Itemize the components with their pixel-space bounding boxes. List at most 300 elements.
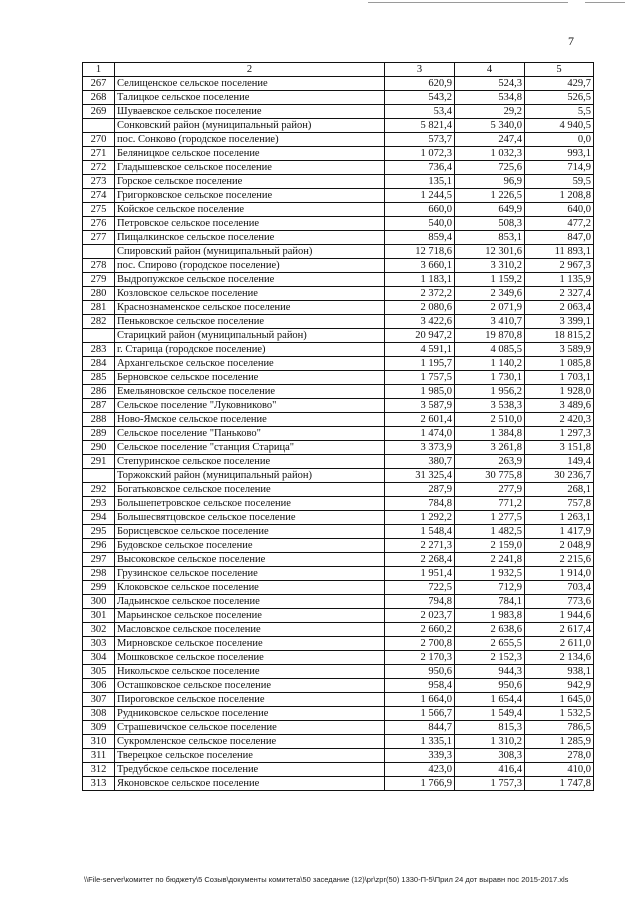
- table-row: [83, 301, 594, 315]
- value-col-4: 416,4: [455, 763, 525, 777]
- value-col-3: 339,3: [385, 749, 455, 763]
- value-col-5: 1 928,0: [525, 385, 594, 399]
- value-col-5: 2 063,4: [525, 301, 594, 315]
- value-col-4: 2 655,5: [455, 637, 525, 651]
- value-col-4: 950,6: [455, 679, 525, 693]
- row-number: 284: [83, 357, 115, 371]
- value-col-4: 19 870,8: [455, 329, 525, 343]
- row-number: 300: [83, 595, 115, 609]
- value-col-5: 1 703,1: [525, 371, 594, 385]
- value-col-4: 2 638,6: [455, 623, 525, 637]
- value-col-3: 12 718,6: [385, 245, 455, 259]
- value-col-5: 149,4: [525, 455, 594, 469]
- value-col-4: 5 340,0: [455, 119, 525, 133]
- table-row: [83, 539, 594, 553]
- settlement-name: Петровское сельское поселение: [115, 217, 385, 231]
- table-row: [83, 119, 594, 133]
- settlement-name: Сельское поселение "Паньково": [115, 427, 385, 441]
- value-col-4: 2 071,9: [455, 301, 525, 315]
- settlement-name: Осташковское сельское поселение: [115, 679, 385, 693]
- value-col-3: 1 335,1: [385, 735, 455, 749]
- value-col-5: 2 215,6: [525, 553, 594, 567]
- settlement-name: Гладышевское сельское поселение: [115, 161, 385, 175]
- value-col-4: 944,3: [455, 665, 525, 679]
- row-number: 279: [83, 273, 115, 287]
- value-col-4: 815,3: [455, 721, 525, 735]
- value-col-3: 1 766,9: [385, 777, 455, 791]
- value-col-5: 786,5: [525, 721, 594, 735]
- table-row: [83, 189, 594, 203]
- row-number: 309: [83, 721, 115, 735]
- value-col-5: 30 236,7: [525, 469, 594, 483]
- value-col-4: 277,9: [455, 483, 525, 497]
- value-col-3: 736,4: [385, 161, 455, 175]
- row-number: 272: [83, 161, 115, 175]
- row-number: 270: [83, 133, 115, 147]
- settlement-name: Горское сельское поселение: [115, 175, 385, 189]
- table-row: [83, 455, 594, 469]
- value-col-5: 942,9: [525, 679, 594, 693]
- value-col-3: 660,0: [385, 203, 455, 217]
- value-col-4: 1 140,2: [455, 357, 525, 371]
- settlement-name: Торжокский район (муниципальный район): [115, 469, 385, 483]
- value-col-5: 3 399,1: [525, 315, 594, 329]
- value-col-5: 1 645,0: [525, 693, 594, 707]
- settlement-name: Григорковское сельское поселение: [115, 189, 385, 203]
- row-number: 295: [83, 525, 115, 539]
- value-col-4: 2 152,3: [455, 651, 525, 665]
- value-col-3: 722,5: [385, 581, 455, 595]
- table-row: [83, 427, 594, 441]
- value-col-4: 1 159,2: [455, 273, 525, 287]
- settlement-name: Рудниковское сельское поселение: [115, 707, 385, 721]
- value-col-3: 1 951,4: [385, 567, 455, 581]
- table-row: [83, 469, 594, 483]
- table-row: [83, 777, 594, 791]
- row-number: 280: [83, 287, 115, 301]
- table-row: [83, 161, 594, 175]
- table-row: [83, 175, 594, 189]
- settlement-name: Марьинское сельское поселение: [115, 609, 385, 623]
- value-col-4: 853,1: [455, 231, 525, 245]
- row-number: 282: [83, 315, 115, 329]
- table-row: [83, 343, 594, 357]
- table-row: [83, 203, 594, 217]
- settlement-name: Будовское сельское поселение: [115, 539, 385, 553]
- value-col-5: 1 914,0: [525, 567, 594, 581]
- header-col-1: 1: [83, 63, 115, 77]
- row-number: 302: [83, 623, 115, 637]
- row-number: 310: [83, 735, 115, 749]
- value-col-3: 2 268,4: [385, 553, 455, 567]
- row-number: 301: [83, 609, 115, 623]
- value-col-5: 847,0: [525, 231, 594, 245]
- table-row: [83, 77, 594, 91]
- value-col-4: 263,9: [455, 455, 525, 469]
- settlement-name: Борисцевское сельское поселение: [115, 525, 385, 539]
- value-col-5: 2 617,4: [525, 623, 594, 637]
- settlement-name: Пеньковское сельское поселение: [115, 315, 385, 329]
- value-col-3: 287,9: [385, 483, 455, 497]
- settlement-name: Сельское поселение "станция Старица": [115, 441, 385, 455]
- value-col-3: 844,7: [385, 721, 455, 735]
- value-col-3: 3 422,6: [385, 315, 455, 329]
- value-col-3: 950,6: [385, 665, 455, 679]
- row-number: 293: [83, 497, 115, 511]
- table-body: [83, 77, 594, 791]
- header-row: [83, 63, 594, 77]
- value-col-4: 1 956,2: [455, 385, 525, 399]
- settlement-name: Яконовское сельское поселение: [115, 777, 385, 791]
- value-col-3: 4 591,1: [385, 343, 455, 357]
- value-col-3: 20 947,2: [385, 329, 455, 343]
- table-row: [83, 735, 594, 749]
- row-number: [83, 245, 115, 259]
- table-row: [83, 413, 594, 427]
- row-number: 313: [83, 777, 115, 791]
- settlement-name: Страшевичское сельское поселение: [115, 721, 385, 735]
- table-row: [83, 91, 594, 105]
- table-row: [83, 525, 594, 539]
- row-number: 277: [83, 231, 115, 245]
- table-row: [83, 567, 594, 581]
- value-col-3: 1 244,5: [385, 189, 455, 203]
- value-col-5: 268,1: [525, 483, 594, 497]
- row-number: 303: [83, 637, 115, 651]
- value-col-5: 1 263,1: [525, 511, 594, 525]
- table-row: [83, 287, 594, 301]
- settlement-name: г. Старица (городское поселение): [115, 343, 385, 357]
- settlement-name: Большепетровское сельское поселение: [115, 497, 385, 511]
- table-row: [83, 399, 594, 413]
- settlement-name: Мирновское сельское поселение: [115, 637, 385, 651]
- table-row: [83, 315, 594, 329]
- settlement-name: пос. Спирово (городское поселение): [115, 259, 385, 273]
- value-col-5: 278,0: [525, 749, 594, 763]
- value-col-4: 2 349,6: [455, 287, 525, 301]
- settlement-name: Тредубское сельское поселение: [115, 763, 385, 777]
- table-row: [83, 483, 594, 497]
- table-row: [83, 651, 594, 665]
- row-number: 287: [83, 399, 115, 413]
- row-number: 278: [83, 259, 115, 273]
- value-col-4: 1 654,4: [455, 693, 525, 707]
- value-col-5: 18 815,2: [525, 329, 594, 343]
- value-col-4: 3 410,7: [455, 315, 525, 329]
- row-number: 296: [83, 539, 115, 553]
- settlement-name: Большесвятцовское сельское поселение: [115, 511, 385, 525]
- settlement-name: Козловское сельское поселение: [115, 287, 385, 301]
- value-col-4: 508,3: [455, 217, 525, 231]
- value-col-4: 524,3: [455, 77, 525, 91]
- settlement-name: Талицкое сельское поселение: [115, 91, 385, 105]
- scan-top-line: [368, 2, 568, 3]
- value-col-4: 712,9: [455, 581, 525, 595]
- row-number: 275: [83, 203, 115, 217]
- table-row: [83, 371, 594, 385]
- settlement-name: Масловское сельское поселение: [115, 623, 385, 637]
- header-col-4: 4: [455, 63, 525, 77]
- table-row: [83, 245, 594, 259]
- table-row: [83, 147, 594, 161]
- row-number: 305: [83, 665, 115, 679]
- value-col-5: 526,5: [525, 91, 594, 105]
- value-col-3: 2 660,2: [385, 623, 455, 637]
- table-row: [83, 749, 594, 763]
- value-col-3: 31 325,4: [385, 469, 455, 483]
- row-number: 288: [83, 413, 115, 427]
- value-col-4: 1 549,4: [455, 707, 525, 721]
- value-col-3: 5 821,4: [385, 119, 455, 133]
- value-col-5: 3 489,6: [525, 399, 594, 413]
- row-number: 311: [83, 749, 115, 763]
- value-col-5: 757,8: [525, 497, 594, 511]
- row-number: 308: [83, 707, 115, 721]
- settlement-name: Богатьковское сельское поселение: [115, 483, 385, 497]
- table-row: [83, 609, 594, 623]
- table-row: [83, 497, 594, 511]
- value-col-4: 1 310,2: [455, 735, 525, 749]
- value-col-3: 2 372,2: [385, 287, 455, 301]
- value-col-5: 703,4: [525, 581, 594, 595]
- value-col-4: 1 384,8: [455, 427, 525, 441]
- table-row: [83, 707, 594, 721]
- row-number: [83, 119, 115, 133]
- value-col-5: 2 420,3: [525, 413, 594, 427]
- row-number: 297: [83, 553, 115, 567]
- value-col-5: 2 611,0: [525, 637, 594, 651]
- value-col-3: 620,9: [385, 77, 455, 91]
- settlement-name: Пироговское сельское поселение: [115, 693, 385, 707]
- value-col-5: 2 048,9: [525, 539, 594, 553]
- value-col-4: 534,8: [455, 91, 525, 105]
- settlement-name: Клоковское сельское поселение: [115, 581, 385, 595]
- header-col-2: 2: [115, 63, 385, 77]
- settlement-name: Беляницкое сельское поселение: [115, 147, 385, 161]
- value-col-4: 96,9: [455, 175, 525, 189]
- value-col-4: 1 932,5: [455, 567, 525, 581]
- value-col-5: 1 208,8: [525, 189, 594, 203]
- value-col-5: 993,1: [525, 147, 594, 161]
- value-col-3: 2 271,3: [385, 539, 455, 553]
- table-row: [83, 763, 594, 777]
- row-number: 298: [83, 567, 115, 581]
- settlement-name: Старицкий район (муниципальный район): [115, 329, 385, 343]
- settlement-name: Степуринское сельское поселение: [115, 455, 385, 469]
- value-col-4: 725,6: [455, 161, 525, 175]
- value-col-3: 1 664,0: [385, 693, 455, 707]
- value-col-5: 640,0: [525, 203, 594, 217]
- value-col-4: 29,2: [455, 105, 525, 119]
- settlement-name: Спировский район (муниципальный район): [115, 245, 385, 259]
- table-row: [83, 105, 594, 119]
- value-col-4: 3 538,3: [455, 399, 525, 413]
- row-number: 268: [83, 91, 115, 105]
- table-row: [83, 693, 594, 707]
- value-col-3: 2 700,8: [385, 637, 455, 651]
- value-col-5: 5,5: [525, 105, 594, 119]
- value-col-5: 4 940,5: [525, 119, 594, 133]
- value-col-5: 1 085,8: [525, 357, 594, 371]
- row-number: [83, 469, 115, 483]
- value-col-5: 1 747,8: [525, 777, 594, 791]
- settlement-name: Пищалкинское сельское поселение: [115, 231, 385, 245]
- row-number: 267: [83, 77, 115, 91]
- table-row: [83, 259, 594, 273]
- value-col-4: 1 983,8: [455, 609, 525, 623]
- settlement-name: Грузинское сельское поселение: [115, 567, 385, 581]
- table-row: [83, 441, 594, 455]
- row-number: 312: [83, 763, 115, 777]
- row-number: 269: [83, 105, 115, 119]
- value-col-4: 308,3: [455, 749, 525, 763]
- value-col-5: 2 967,3: [525, 259, 594, 273]
- value-col-5: 1 135,9: [525, 273, 594, 287]
- value-col-3: 135,1: [385, 175, 455, 189]
- row-number: 274: [83, 189, 115, 203]
- table-row: [83, 217, 594, 231]
- settlement-name: Тверецкое сельское поселение: [115, 749, 385, 763]
- value-col-5: 0,0: [525, 133, 594, 147]
- table-row: [83, 665, 594, 679]
- settlement-name: Краснознаменское сельское поселение: [115, 301, 385, 315]
- table-row: [83, 511, 594, 525]
- value-col-5: 2 134,6: [525, 651, 594, 665]
- value-col-5: 11 893,1: [525, 245, 594, 259]
- row-number: 307: [83, 693, 115, 707]
- value-col-4: 649,9: [455, 203, 525, 217]
- table-row: [83, 231, 594, 245]
- value-col-3: 573,7: [385, 133, 455, 147]
- value-col-5: 429,7: [525, 77, 594, 91]
- value-col-3: 784,8: [385, 497, 455, 511]
- table-row: [83, 679, 594, 693]
- value-col-5: 773,6: [525, 595, 594, 609]
- value-col-3: 543,2: [385, 91, 455, 105]
- value-col-5: 1 285,9: [525, 735, 594, 749]
- value-col-5: 1 297,3: [525, 427, 594, 441]
- table-row: [83, 133, 594, 147]
- value-col-3: 3 587,9: [385, 399, 455, 413]
- value-col-3: 1 195,7: [385, 357, 455, 371]
- value-col-5: 477,2: [525, 217, 594, 231]
- table-row: [83, 357, 594, 371]
- file-path-footer: \\File-server\комитет по бюджету\5 Созыв\документы комитета\50 заседание (12)\pr\zpr(50) 1330-П-5\Прил 24 дот выравн пос 2015-2017.xls: [84, 875, 569, 884]
- value-col-3: 958,4: [385, 679, 455, 693]
- value-col-5: 3 151,8: [525, 441, 594, 455]
- row-number: 299: [83, 581, 115, 595]
- value-col-4: 30 775,8: [455, 469, 525, 483]
- row-number: 306: [83, 679, 115, 693]
- row-number: 283: [83, 343, 115, 357]
- row-number: 290: [83, 441, 115, 455]
- table-row: [83, 721, 594, 735]
- row-number: 291: [83, 455, 115, 469]
- value-col-4: 2 159,0: [455, 539, 525, 553]
- value-col-5: 1 532,5: [525, 707, 594, 721]
- value-col-3: 1 292,2: [385, 511, 455, 525]
- row-number: [83, 329, 115, 343]
- value-col-3: 423,0: [385, 763, 455, 777]
- settlement-name: Сонковский район (муниципальный район): [115, 119, 385, 133]
- value-col-3: 859,4: [385, 231, 455, 245]
- value-col-3: 1 566,7: [385, 707, 455, 721]
- row-number: 273: [83, 175, 115, 189]
- value-col-3: 2 080,6: [385, 301, 455, 315]
- settlement-name: Шуваевское сельское поселение: [115, 105, 385, 119]
- value-col-3: 1 474,0: [385, 427, 455, 441]
- value-col-4: 1 226,5: [455, 189, 525, 203]
- row-number: 271: [83, 147, 115, 161]
- table-row: [83, 385, 594, 399]
- value-col-5: 1 944,6: [525, 609, 594, 623]
- row-number: 304: [83, 651, 115, 665]
- value-col-5: 2 327,4: [525, 287, 594, 301]
- value-col-3: 1 183,1: [385, 273, 455, 287]
- value-col-3: 2 601,4: [385, 413, 455, 427]
- value-col-4: 4 085,5: [455, 343, 525, 357]
- value-col-5: 3 589,9: [525, 343, 594, 357]
- table-row: [83, 273, 594, 287]
- table-row: [83, 581, 594, 595]
- settlement-name: Высоковское сельское поселение: [115, 553, 385, 567]
- value-col-3: 794,8: [385, 595, 455, 609]
- table-row: [83, 623, 594, 637]
- value-col-3: 1 985,0: [385, 385, 455, 399]
- row-number: 286: [83, 385, 115, 399]
- row-number: 294: [83, 511, 115, 525]
- value-col-3: 1 072,3: [385, 147, 455, 161]
- value-col-4: 771,2: [455, 497, 525, 511]
- value-col-3: 2 023,7: [385, 609, 455, 623]
- header-col-3: 3: [385, 63, 455, 77]
- header-col-5: 5: [525, 63, 594, 77]
- value-col-4: 1 482,5: [455, 525, 525, 539]
- value-col-3: 1 757,5: [385, 371, 455, 385]
- value-col-3: 1 548,4: [385, 525, 455, 539]
- value-col-4: 12 301,6: [455, 245, 525, 259]
- row-number: 276: [83, 217, 115, 231]
- value-col-4: 1 757,3: [455, 777, 525, 791]
- settlement-name: Берновское сельское поселение: [115, 371, 385, 385]
- value-col-4: 784,1: [455, 595, 525, 609]
- value-col-5: 938,1: [525, 665, 594, 679]
- value-col-4: 3 310,2: [455, 259, 525, 273]
- settlement-name: Селищенское сельское поселение: [115, 77, 385, 91]
- settlement-name: Сельское поселение "Луковниково": [115, 399, 385, 413]
- value-col-3: 380,7: [385, 455, 455, 469]
- value-col-4: 2 241,8: [455, 553, 525, 567]
- settlement-name: Никольское сельское поселение: [115, 665, 385, 679]
- settlement-name: Емельяновское сельское поселение: [115, 385, 385, 399]
- table-row: [83, 329, 594, 343]
- row-number: 281: [83, 301, 115, 315]
- settlement-name: Архангельское сельское поселение: [115, 357, 385, 371]
- value-col-4: 1 730,1: [455, 371, 525, 385]
- value-col-3: 53,4: [385, 105, 455, 119]
- budget-table: [82, 62, 594, 791]
- settlement-name: Ново-Ямское сельское поселение: [115, 413, 385, 427]
- table-row: [83, 595, 594, 609]
- value-col-4: 2 510,0: [455, 413, 525, 427]
- table-row: [83, 553, 594, 567]
- settlement-name: Койское сельское поселение: [115, 203, 385, 217]
- value-col-4: 3 261,8: [455, 441, 525, 455]
- row-number: 289: [83, 427, 115, 441]
- value-col-3: 540,0: [385, 217, 455, 231]
- settlement-name: Выдропужское сельское поселение: [115, 273, 385, 287]
- value-col-5: 410,0: [525, 763, 594, 777]
